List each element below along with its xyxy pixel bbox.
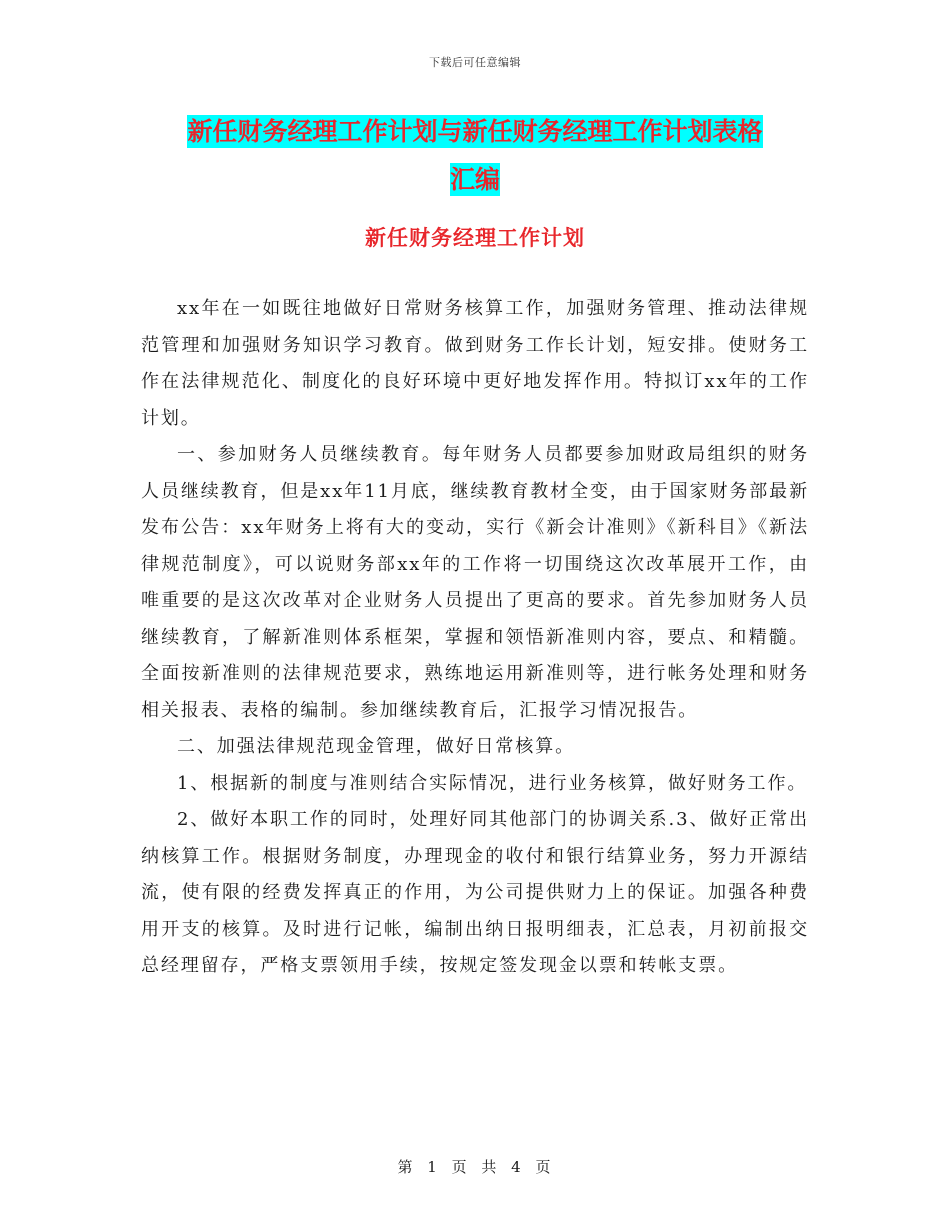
- paragraph-item-2: 2、做好本职工作的同时，处理好同其他部门的协调关系.3、做好正常出纳核算工作。根据财务制度，办理现金的收付和银行结算业务，努力开源结流，使有限的经费发挥真正的作用，为公司提供财力上的保证。加强各种费用开支的核算。及时进行记帐，编制出纳日报明细表，汇总表，月初前报交总经理留存，严格支票领用手续，按规定签发现金以票和转帐支票。: [141, 809, 809, 976]
- body-text: [141, 291, 809, 985]
- document-title: [140, 108, 810, 204]
- paragraph-cash-management: 二、加强法律规范现金管理，做好日常核算。: [177, 736, 575, 757]
- paragraph-continuing-education: 一、参加财务人员继续教育。每年财务人员都要参加财政局组织的财务人员继续教育，但是xx年11月底，继续教育教材全变，由于国家财务部最新发布公告：xx年财务上将有大的变动，实行《新会计准则》《新科目》《新法律规范制度》，可以说财务部xx年的工作将一切围绕这次改革展开工作，由唯重要的是这次改革对企业财务人员提出了更高的要求。首先参加财务人员继续教育，了解新准则体系框架，掌握和领悟新准则内容，要点、和精髓。全面按新准则的法律规范要求，熟练地运用新准则等，进行帐务处理和财务相关报表、表格的编制。参加继续教育后，汇报学习情况报告。: [141, 444, 809, 721]
- document-title-line2: 汇编: [449, 165, 500, 194]
- paragraph-intro: xx年在一如既往地做好日常财务核算工作，加强财务管理、推动法律规范管理和加强财务知识学习教育。做到财务工作长计划，短安排。使财务工作在法律规范化、制度化的良好环境中更好地发挥作用。特拟订xx年的工作计划。: [141, 298, 809, 429]
- page-number: 第 1 页 共 4 页: [397, 1158, 553, 1176]
- header-note: 下载后可任意编辑: [429, 56, 521, 69]
- paragraph-item-1: 1、根据新的制度与准则结合实际情况，进行业务核算，做好财务工作。: [177, 772, 808, 794]
- section-title: 新任财务经理工作计划: [365, 226, 585, 250]
- document-title-line1: 新任财务经理工作计划与新任财务经理工作计划表格: [187, 117, 763, 146]
